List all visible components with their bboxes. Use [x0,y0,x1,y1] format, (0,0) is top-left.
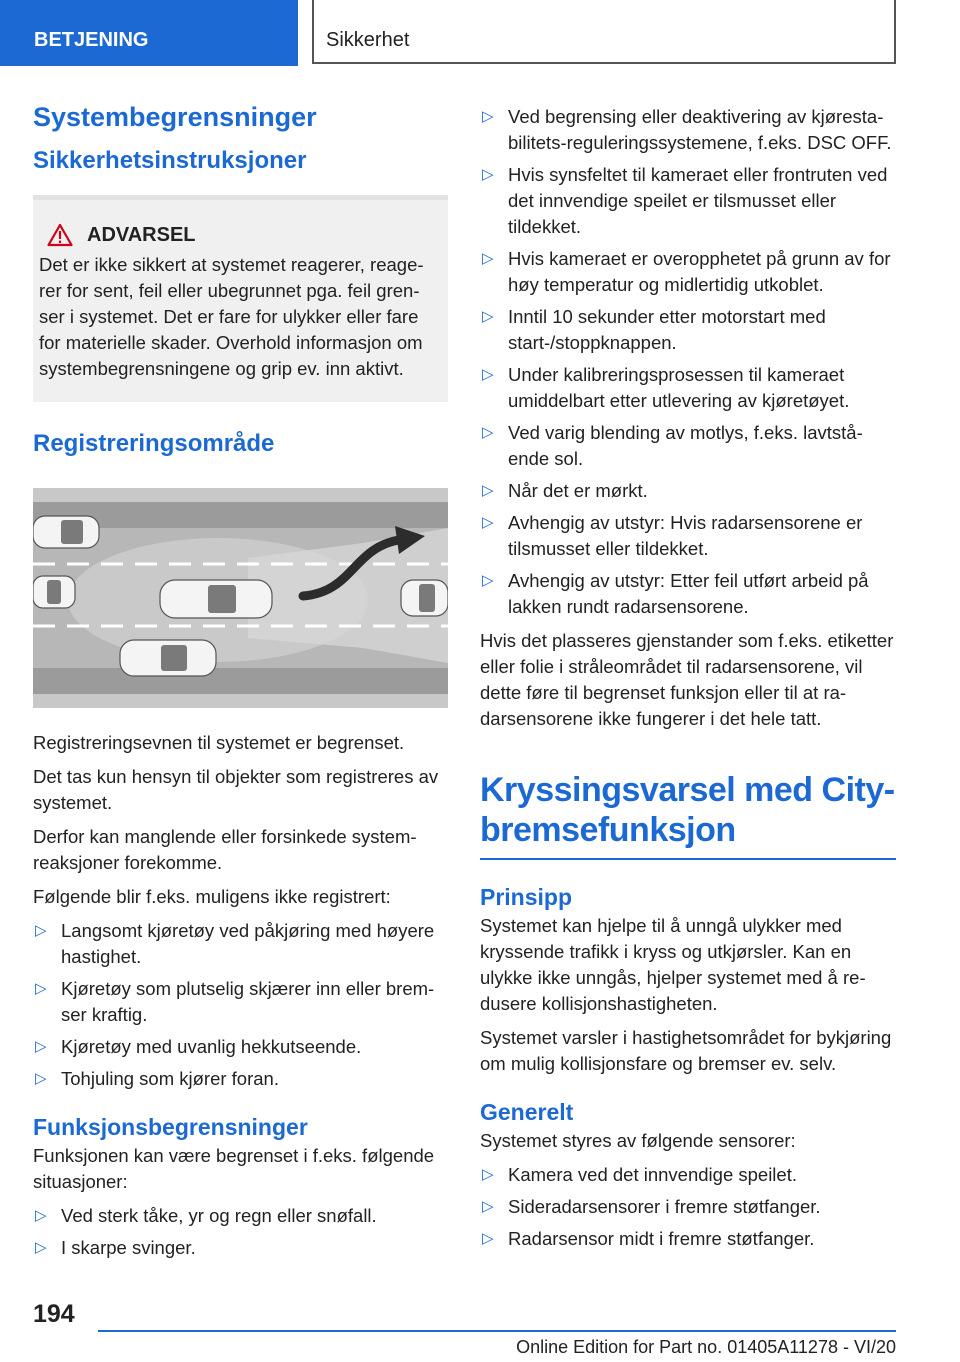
bullet-triangle-icon: ▷ [482,1198,494,1215]
heading-principle: Prinsipp [480,884,573,910]
bullet-triangle-icon: ▷ [482,514,494,531]
paragraph: Funksjonen kan være begrenset i f.eks. følgende situasjoner: [33,1145,435,1192]
list-item-text: Kamera ved det innvendige speilet. [508,1164,797,1185]
paragraph: Hvis det plasseres gjenstander som f.eks. etiketter eller folie i stråleområdet til radarsensorene, vil dette føre til begrenset funksjon eller til at radarsensorene ikke fungerer i det hele tatt. [480,630,894,729]
bullet-triangle-icon: ▷ [35,922,47,939]
list-item [33,1203,448,1229]
bullet-triangle-icon: ▷ [482,482,494,499]
page-title: Systembegrensninger [33,102,317,132]
heading-cross-traffic-warning: Kryssingsvarsel med City-bremsefunksjon [480,770,896,860]
bullet-list [33,1203,448,1261]
list-item-text: Ved begrensing eller deaktivering av kjørestabilitets-reguleringssystemene, f.eks. DSC OFF. [508,106,892,153]
list-item-text: Under kalibreringsprosessen til kameraet umiddelbart etter utlevering av kjøretøyet. [508,364,850,411]
paragraph: Registreringsevnen til systemet er begrenset. [33,732,405,753]
list-item [480,1194,896,1220]
header-section-label: BETJENING [34,29,149,51]
paragraph: Derfor kan manglende eller forsinkede systemreaksjoner forekomme. [33,826,417,873]
bullet-triangle-icon: ▷ [482,572,494,589]
list-item [480,510,896,562]
list-item [480,362,896,414]
bullet-triangle-icon: ▷ [482,1166,494,1183]
bullet-triangle-icon: ▷ [482,424,494,441]
list-item [480,104,896,156]
bullet-triangle-icon: ▷ [482,308,494,325]
footer-edition: Online Edition for Part no. 01405A11278 - VI/20 [516,1337,896,1357]
list-item-text: Inntil 10 sekunder etter motorstart med start-/stoppknappen. [508,306,826,353]
list-item [33,918,448,970]
bullet-triangle-icon: ▷ [482,1230,494,1247]
footer-rule [98,1330,896,1332]
list-item [33,1066,448,1092]
list-item-text: Sideradarsensorer i fremre støtfanger. [508,1196,821,1217]
list-item-text: I skarpe svinger. [61,1237,196,1258]
detection-range-illustration [33,488,448,708]
warning-triangle-icon [47,223,73,247]
list-item [480,478,896,504]
warning-text: Det er ikke sikkert at systemet reagerer, reagerer for sent, feil eller ubegrunnet pga. feil grenser i systemet. Det er fare for ulykker eller fare for materielle skader. Overhold informasjon om systembegrensningene og grip ev. inn aktivt. [39,254,424,379]
bullet-list [33,918,448,1092]
header-section-tab [0,0,298,66]
bullet-triangle-icon: ▷ [482,250,494,267]
list-item [480,1162,896,1188]
list-item-text: Avhengig av utstyr: Etter feil utført arbeid på lakken rundt radarsensorene. [508,570,869,617]
list-item-text: Avhengig av utstyr: Hvis radarsensorene er tilsmusset eller tildekket. [508,512,863,559]
bullet-triangle-icon: ▷ [482,366,494,383]
bullet-triangle-icon: ▷ [35,1207,47,1224]
list-item-text: Kjøretøy som plutselig skjærer inn eller bremser kraftig. [61,978,435,1025]
list-item-text: Hvis synsfeltet til kameraet eller frontruten ved det innvendige speilet er tilsmusset eller tildekket. [508,164,888,237]
list-item [480,568,896,620]
header-chapter-tab [312,0,896,64]
list-item-text: Ved varig blending av motlys, f.eks. lavtstående sol. [508,422,863,469]
bullet-triangle-icon: ▷ [482,166,494,183]
paragraph: Systemet styres av følgende sensorer: [480,1130,796,1151]
warning-box [33,195,448,402]
list-item [33,976,448,1028]
paragraph: Følgende blir f.eks. muligens ikke registrert: [33,886,391,907]
bullet-triangle-icon: ▷ [35,980,47,997]
list-item-text: Ved sterk tåke, yr og regn eller snøfall. [61,1205,377,1226]
warning-title: ADVARSEL [87,224,196,246]
bullet-triangle-icon: ▷ [35,1239,47,1256]
warning-title-row [39,222,438,248]
list-item-text: Radarsensor midt i fremre støtfanger. [508,1228,815,1249]
list-item [480,304,896,356]
list-item [480,1226,896,1252]
list-item [33,1034,448,1060]
list-item-text: Langsomt kjøretøy ved påkjøring med høyere hastighet. [61,920,435,967]
paragraph: Systemet varsler i hastighetsområdet for bykjøring om mulig kollisjonsfare og bremser ev. selv. [480,1027,892,1074]
bullet-list [480,104,896,620]
bullet-triangle-icon: ▷ [35,1038,47,1055]
list-item-text: Tohjuling som kjører foran. [61,1068,279,1089]
list-item-text: Kjøretøy med uvanlig hekkutseende. [61,1036,362,1057]
list-item [480,246,896,298]
bullet-list [480,1162,896,1252]
subtitle-safety: Sikkerhetsinstruksjoner [33,147,307,174]
list-item-text: Hvis kameraet er overopphetet på grunn av for høy temperatur og midlertidig utkoblet. [508,248,891,295]
page-number: 194 [33,1300,75,1328]
heading-general: Generelt [480,1099,574,1125]
heading-detection-range: Registreringsområde [33,430,275,457]
right-column [480,100,896,1258]
paragraph: Det tas kun hensyn til objekter som registreres av systemet. [33,766,439,813]
left-column [33,96,448,1267]
list-item [480,162,896,240]
list-item [480,420,896,472]
bullet-triangle-icon: ▷ [35,1070,47,1087]
paragraph: Systemet kan hjelpe til å unngå ulykker med kryssende trafikk i kryss og utkjørsler. Kan en ulykke ikke unngås, hjelper systemet med å redusere kollisjonshastigheten. [480,915,866,1014]
list-item-text: Når det er mørkt. [508,480,648,501]
list-item [33,1235,448,1261]
heading-function-limits: Funksjonsbegrensninger [33,1114,308,1140]
header-chapter-label: Sikkerhet [326,29,410,51]
bullet-triangle-icon: ▷ [482,108,494,125]
